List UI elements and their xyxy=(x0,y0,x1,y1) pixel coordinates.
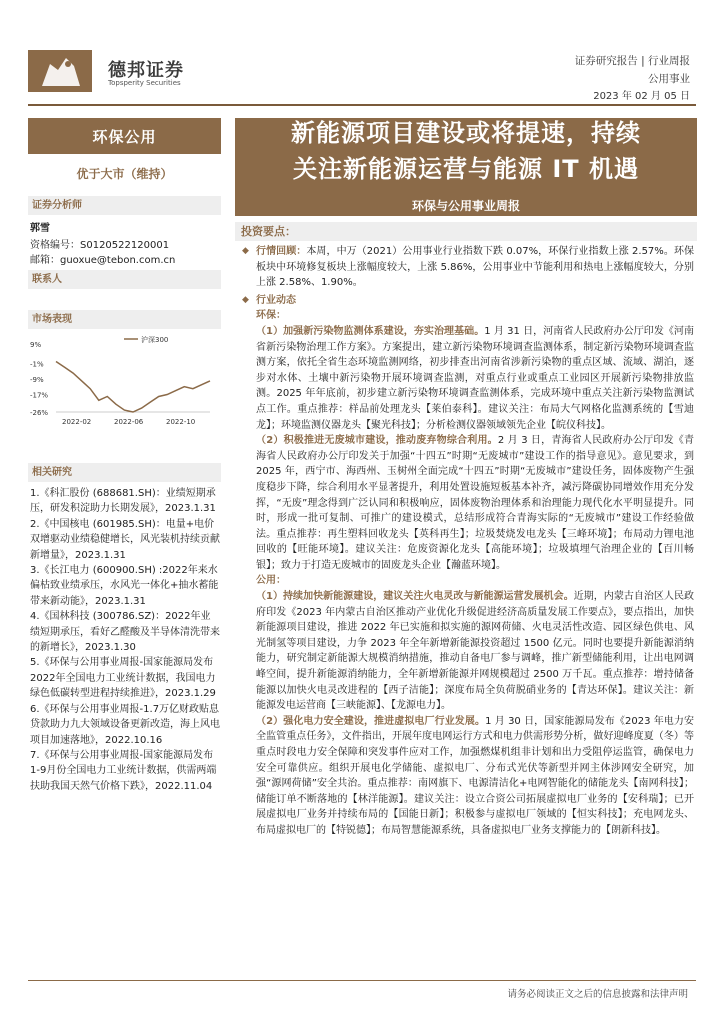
x-tick-label: 2022-02 xyxy=(62,418,92,426)
report-meta xyxy=(575,52,690,106)
related-section-head: 相关研究 xyxy=(28,463,221,482)
x-tick-label: 2022-10 xyxy=(166,418,196,426)
env-section-2-text: 2 月 3 日，青海省人民政府办公厅印发《青海省人民政府办公厅印发关于加强“十四五”时期“无废城市”建设工作的指导意见》。意见要求，到 2025 年，西宁市、海西州、玉树州全面完成“十四五”时期“无废城市”建设任务，固体废物产生强度稳步下降，综合利用水平显著提升，利用处置设施短板基本补齐，减污降碳协同增效作用充分发挥，“无废”理念得到广泛认同和积极响应，固体废物治理体系和治理能力现代化水平明显提升。同时，形成一批可复制、可推广的建设模式，总结形成符合青海实际的“无废城市”建设工作经验做法。重点推荐：再生塑料回收龙头【英科再生】；垃圾焚烧发电龙头【三峰环境】；布局动力锂电池回收的【旺能环境】。建议关注：危废资源化龙头【高能环境】；垃圾填埋气治理企业的【百川畅银】；致力于打造无废城市的固废龙头企业【瀚蓝环境】。 xyxy=(256,435,694,571)
brand-name-en: Topsperity Securities xyxy=(108,79,181,87)
industry-label: 公用事业 xyxy=(648,73,690,85)
y-tick-label: -9% xyxy=(30,375,44,384)
related-list xyxy=(30,486,220,794)
brand-name: 德邦证券 xyxy=(108,60,184,81)
related-item[interactable]: 3.《长江电力 (600900.SH) :2022年来水偏枯致业绩承压，水风光一体化+抽水蓄能带来新动能》，2023.1.31 xyxy=(30,565,219,607)
util-section-2 xyxy=(242,714,694,839)
util-section-2-title: （2）强化电力安全建设，推进虚拟电厂行业发展。 xyxy=(256,715,486,727)
x-tick-label: 2022-06 xyxy=(114,418,144,426)
footer-disclaimer: 请务必阅读正文之后的信息披露和法律声明 xyxy=(507,989,688,1000)
util-section-1 xyxy=(242,589,694,714)
util-section-2-text: 1 月 30 日，国家能源局发布《2023 年电力安全监管重点任务》，文件指出，开展年度电网运行方式和电力供需形势分析，做好迎峰度夏（冬）等重点时段电力安全保障和突发事件应对工作，加强燃煤机组非计划和出力受阻停运监管，确保电力安全可靠供应。组织开展电化学储能、虚拟电厂、分布式光伏等新型并网主体涉网安全研究，加强“源网荷储”安全共治。重点推荐：南网旗下、电源清洁化+电网智能化的储能龙头【南网科技】；储能订单不断落地的【林洋能源】。建议关注：设立合资公司拓展虚拟电厂业务的【安科瑞】；已开展虚拟电厂业务并持续布局的【国能日新】；积极参与虚拟电厂领域的【恒实科技】；充电网龙头、布局虚拟电厂的【特锐德】；布局智慧能源系统，具备虚拟电厂业务支撑能力的【朗新科技】。 xyxy=(256,715,694,836)
market-section-head: 市场表现 xyxy=(28,310,221,329)
util-section-1-title: （1）持续加快新能源建设，建议关注火电灵改与新能源运营发展机会。 xyxy=(256,591,574,603)
header-divider xyxy=(28,104,696,106)
report-title-line1: 新能源项目建设或将提速，持续 xyxy=(291,119,641,147)
env-section-1-title: （1）加强新污染物监测体系建设，夯实治理基础。 xyxy=(256,325,485,337)
report-subtitle: 环保与公用事业周报 xyxy=(235,196,697,216)
market-review-text: 本周，中万（2021）公用事业行业指数下跌 0.07%，环保行业指数上涨 2.57%。环保板块中环境修复板块上涨幅度较大，上涨 5.86%，公用事业中节能利用和热电上涨幅度较大，分别上涨 2.58%、1.90%。 xyxy=(256,246,695,289)
env-section-2 xyxy=(242,433,694,573)
y-tick-label: 9% xyxy=(30,341,42,349)
related-item[interactable]: 2.《中国核电 (601985.SH)：电量+电价双增驱动业绩稳健增长，风光装机持续贡献新增量》，2023.1.31 xyxy=(30,518,220,561)
related-item[interactable]: 6.《环保与公用事业周报-1.7万亿财政贴息贷款助力九大领域设备更新改造，海上风电项目加速落地》，2022.10.16 xyxy=(30,703,220,746)
footer-divider xyxy=(28,980,696,981)
analyst-section-head: 证券分析师 xyxy=(28,196,221,215)
series-line xyxy=(56,362,210,413)
analyst-cert: 资格编号：S0120522120001 xyxy=(30,240,170,251)
report-type: 证券研究报告 | 行业周报 xyxy=(574,55,690,67)
env-label: 环保： xyxy=(256,310,286,322)
related-item[interactable]: 7.《环保与公用事业周报-国家能源局发布1-9月份全国电力工业统计数据，供需两端扶助我国天然气价格下跌》，2022.11.04 xyxy=(30,749,217,792)
report-date: 2023 年 02 月 05 日 xyxy=(593,91,690,102)
related-item[interactable]: 1.《科汇股份 (688681.SH)：业绩短期承压，研发积淀助力长期发展》，2023.1.31 xyxy=(30,488,216,515)
contact-section-head: 联系人 xyxy=(28,270,221,289)
util-label: 公用： xyxy=(256,575,286,587)
key-points-head: 投资要点： xyxy=(235,222,697,241)
rating-label: 优于大市（维持） xyxy=(76,167,173,181)
report-body xyxy=(242,244,694,839)
legend-label: 沪深300 xyxy=(141,336,169,344)
y-tick-label: -17% xyxy=(30,391,49,400)
market-review xyxy=(242,244,694,291)
market-review-label: 行情回顾： xyxy=(256,246,307,257)
y-tick-label: -1% xyxy=(30,360,44,369)
env-section-1-text: 1 月 31 日，河南省人民政府办公厅印发《河南省新污染物治理工作方案》。方案提出，建立新污染物环境调查监测体系，制定新污染物环境调查监测方案，依托全省生态环境监测网络，初步排查出河南省涉新污染物的重点区域、流域、湖泊，逐步对水体、土壤中新污染物开展环境调查监测，对重点行业或重点工业园区开展新污染物排放监测。2025 年年底前，初步建立新污染物环境调查监测体系，完成环境中重点关注新污染物监测试点工作。重点推荐：样品前处理龙头【莱伯泰科】。建议关注：布局大气网格化监测系统的【雪迪龙】；环境监测仪器龙头【聚光科技】；分析检测仪器领域领先企业【皖仪科技】。 xyxy=(256,325,694,431)
related-item[interactable]: 5.《环保与公用事业周报-国家能源局发布2022年全国电力工业统计数据，我国电力绿色低碳转型进程持续推进》，2023.1.29 xyxy=(30,657,216,700)
market-chart-svg xyxy=(28,330,221,430)
util-section-1-text: 近期，内蒙古自治区人民政府印发《2023 年内蒙古自治区推动产业优化升级促进经济高质量发展工作要点》，要点指出，加快新能源项目建设，推进 2022 年已实施和拟实施的源网荷储、火电灵活性改造、园区绿色供电、风光制氢等项目建设，力争 2023 年全年新增新能源投资超过 1500 亿元。同时也要提升新能源消纳能力，研究制定新能源大规模消纳措施，推动自备电厂参与调峰，推广新型储能利用，让出电网调峰空间，提升新能源消纳能力，全年新增新能源并网规模超过 2500 万千瓦。重点推荐：增持储备能源以加快火电灵改进程的【西子洁能】；深度布局全负荷脱硝业务的【青达环保】。建议关注：新能源发电运营商【三峡能源】、【龙源电力】。 xyxy=(256,591,694,712)
sector-label: 环保公用 xyxy=(28,118,221,154)
industry-news-head: ◆ 行业动态 xyxy=(242,293,694,309)
analyst-email: 邮箱：guoxue@tebon.com.cn xyxy=(30,255,176,266)
company-logo xyxy=(28,50,92,92)
related-item[interactable]: 4.《国林科技 (300786.SZ)：2022年业绩短期承压，看好乙醛酸及半导体清洗带来的新增长》，2023.1.30 xyxy=(30,611,220,654)
market-chart xyxy=(28,330,221,430)
analyst-name: 郭雪 xyxy=(30,223,50,234)
report-title-line2: 关注新能源运营与能源 IT 机遇 xyxy=(292,155,639,183)
y-tick-label: -26% xyxy=(30,409,49,417)
env-section-1 xyxy=(242,324,694,433)
env-section-2-title: （2）积极推进无废城市建设，推动废弃物综合利用。 xyxy=(256,435,498,447)
